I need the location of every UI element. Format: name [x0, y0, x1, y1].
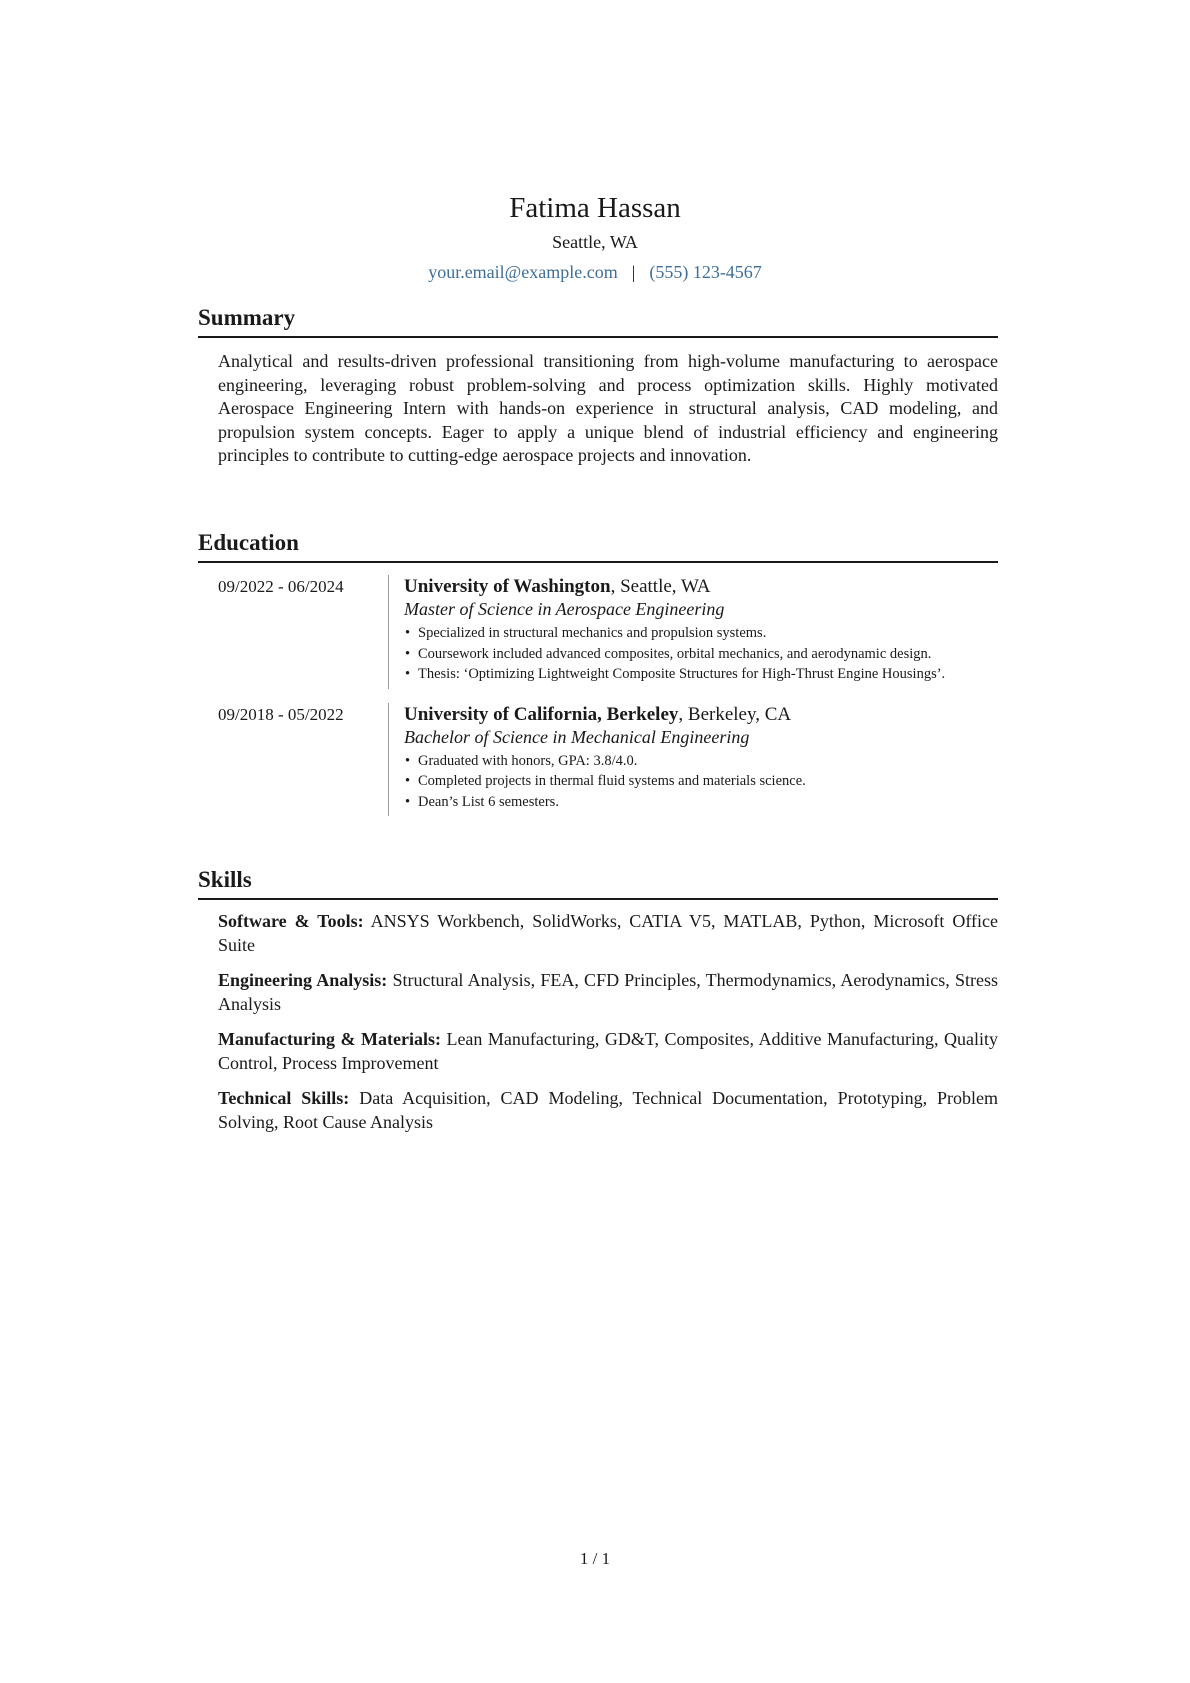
education-details — [388, 703, 998, 817]
education-bullet: • Completed projects in thermal fluid systems and materials science. — [404, 771, 998, 792]
education-bullet: • Dean’s List 6 semesters. — [404, 792, 998, 813]
skills-section — [198, 866, 998, 1134]
school-location: , Seattle, WA — [610, 576, 711, 597]
email-link[interactable]: your.email@example.com — [428, 262, 618, 282]
summary-section — [198, 304, 998, 468]
education-institution — [404, 703, 998, 726]
contact-line — [0, 260, 1190, 284]
skill-category: Manufacturing & Materials: — [218, 1029, 441, 1049]
skills-heading: Skills — [198, 867, 252, 892]
skill-values: Lean Manufacturing, GD&T, Composites, Additive Manufacturing, Quality Control, Process Improvement — [218, 1029, 998, 1073]
education-bullet: • Specialized in structural mechanics and propulsion systems. — [404, 623, 998, 644]
education-entry — [198, 575, 998, 689]
contact-separator: | — [631, 262, 636, 282]
summary-heading: Summary — [198, 305, 296, 330]
education-bullets — [404, 623, 998, 685]
resume-header — [0, 190, 1190, 284]
degree-title: Master of Science in Aerospace Engineering — [404, 599, 725, 619]
summary-divider — [198, 336, 998, 338]
skill-item — [218, 910, 998, 957]
school-location: , Berkeley, CA — [678, 703, 792, 725]
candidate-name: Fatima Hassan — [509, 192, 681, 224]
education-dates: 09/2018 - 05/2022 — [218, 704, 344, 724]
education-bullet: • Thesis: ‘Optimizing Lightweight Composite Structures for High-Thrust Engine Housings’. — [404, 664, 998, 685]
degree-title: Bachelor of Science in Mechanical Engineering — [404, 726, 750, 747]
education-section — [198, 529, 998, 816]
education-bullet: • Graduated with honors, GPA: 3.8/4.0. — [404, 751, 998, 772]
school-name: University of Washington — [404, 576, 611, 597]
skill-values: Structural Analysis, FEA, CFD Principles, Thermodynamics, Aerodynamics, Stress Analysis — [218, 970, 999, 1014]
skill-item — [218, 1028, 998, 1075]
phone-link[interactable]: (555) 123-4567 — [649, 262, 762, 282]
candidate-location: Seattle, WA — [552, 232, 638, 252]
skill-item — [218, 969, 998, 1016]
skill-values: ANSYS Workbench, SolidWorks, CATIA V5, MATLAB, Python, Microsoft Office Suite — [218, 911, 998, 955]
summary-text: Analytical and results-driven professional transitioning from high-volume manufacturing to aerospace engineering, leveraging robust problem-solving and process optimization skills. Highly motivated Aerospace Engineering Intern with hands-on experience in structural analysis, CAD modeling, and propulsion system concepts. Eager to apply a unique blend of industrial efficiency and engineering principles to contribute to cutting-edge aerospace projects and innovation. — [218, 351, 998, 465]
education-entry — [198, 703, 998, 817]
skill-category: Engineering Analysis: — [218, 970, 388, 990]
education-details — [388, 575, 998, 689]
education-dates: 09/2022 - 06/2024 — [218, 577, 344, 596]
skill-item — [218, 1087, 998, 1134]
skill-values: Data Acquisition, CAD Modeling, Technical Documentation, Prototyping, Problem Solving, Root Cause Analysis — [218, 1088, 998, 1132]
skills-divider — [198, 898, 998, 900]
education-bullets — [404, 751, 998, 813]
school-name: University of California, Berkeley — [404, 703, 679, 725]
skill-category: Technical Skills: — [218, 1088, 350, 1108]
education-heading: Education — [198, 530, 299, 555]
skill-category: Software & Tools: — [218, 911, 364, 931]
education-bullet: • Coursework included advanced composites, orbital mechanics, and aerodynamic design. — [404, 644, 998, 665]
page-number: 1 / 1 — [579, 1549, 611, 1568]
education-institution — [404, 575, 998, 598]
education-divider — [198, 561, 998, 563]
